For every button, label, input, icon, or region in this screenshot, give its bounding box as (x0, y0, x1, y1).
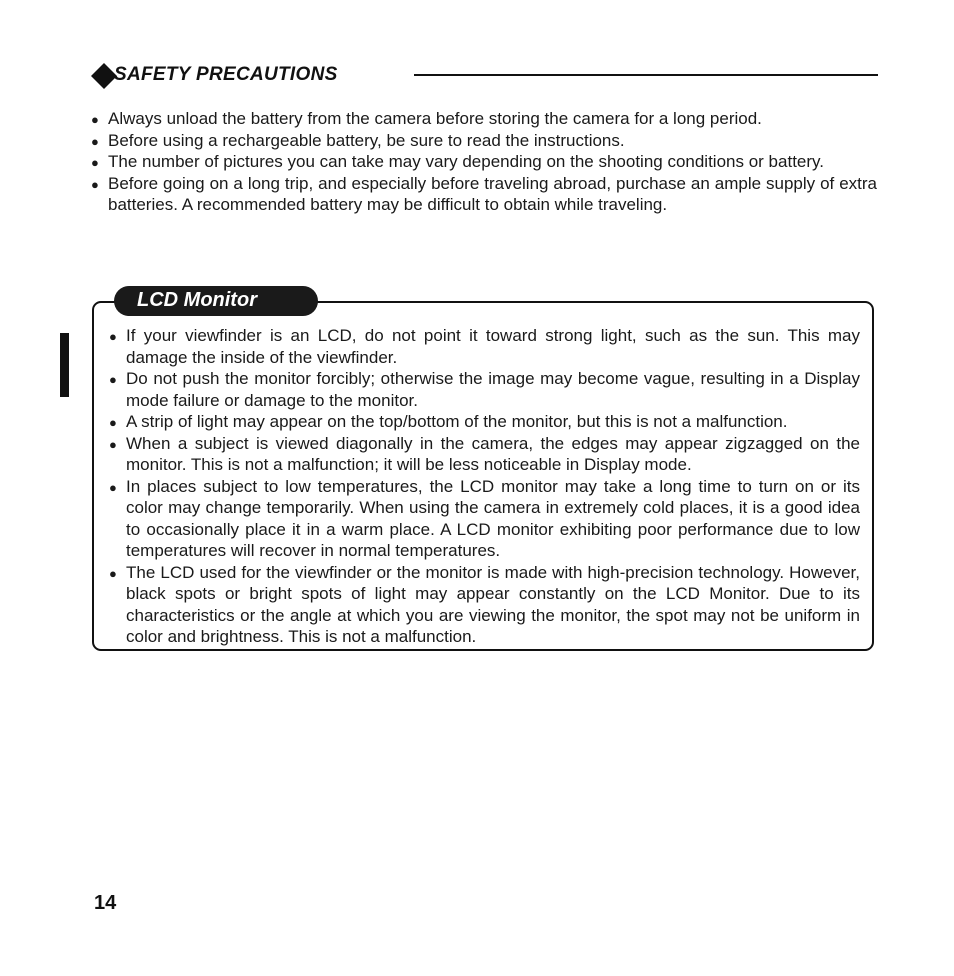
heading-rule (414, 74, 878, 76)
safety-title: SAFETY PRECAUTIONS (114, 64, 338, 85)
safety-heading (86, 60, 878, 90)
list-item (109, 411, 860, 433)
list-item (91, 108, 877, 130)
list-item-text: When a subject is viewed diagonally in the camera, the edges may appear zigzagged on the monitor. This is not a malfunction; it will be less noticeable in Display mode. (126, 433, 860, 474)
list-item-text: Before using a rechargeable battery, be sure to read the instructions. (108, 130, 625, 150)
list-item-text: Before going on a long trip, and especially before traveling abroad, purchase an ample supply of extra batteries. A recommended battery may be difficult to obtain while traveling. (108, 173, 877, 214)
list-item-text: Always unload the battery from the camera before storing the camera for a long period. (108, 109, 762, 128)
safety-list (91, 108, 877, 216)
bullet: ● (109, 415, 117, 430)
bullet: ● (109, 329, 117, 344)
list-item-text: If your viewfinder is an LCD, do not point it toward strong light, such as the sun. This may damage the inside of the viewfinder. (126, 326, 860, 367)
list-item-text: In places subject to low temperatures, the LCD monitor may take a long time to turn on or its color may change temporarily. When using the camera in extremely cold places, it is a good idea to occasionally place it in a warm place. A LCD monitor exhibiting poor performance due to low temperatures will recover in normal temperatures. (126, 476, 860, 560)
list-item (109, 433, 860, 476)
list-item-text: The LCD used for the viewfinder or the monitor is made with high-precision technology. However, black spots or bright spots of light may appear constantly on the LCD Monitor. Due to its characteristics or the angle at which you are viewing the monitor, the spot may not be uniform in color and brightness. This is not a malfunction. (126, 562, 860, 646)
list-item-text: A strip of light may appear on the top/bottom of the monitor, but this is not a malfunction. (126, 412, 788, 431)
bullet: ● (109, 436, 117, 452)
list-item (91, 151, 877, 173)
bullet: ● (91, 112, 99, 127)
bullet: ● (109, 479, 117, 495)
bullet: ● (91, 133, 99, 149)
bullet: ● (91, 155, 99, 170)
page-number: 14 (94, 892, 117, 914)
list-item (109, 476, 860, 562)
lcd-list (109, 325, 860, 648)
list-item (91, 130, 877, 152)
lcd-monitor-title: LCD Monitor (137, 289, 257, 311)
bullet: ● (109, 565, 117, 581)
bullet: ● (109, 372, 117, 387)
list-item (109, 368, 860, 411)
section-tab-marker (60, 333, 69, 397)
list-item-text: Do not push the monitor forcibly; otherwise the image may become vague, resulting in a Display mode failure or damage to the monitor. (126, 369, 860, 410)
list-item (109, 562, 860, 648)
list-item-text: The number of pictures you can take may vary depending on the shooting conditions or battery. (108, 152, 824, 171)
list-item (91, 173, 877, 216)
bullet: ● (91, 176, 99, 192)
list-item (109, 325, 860, 368)
